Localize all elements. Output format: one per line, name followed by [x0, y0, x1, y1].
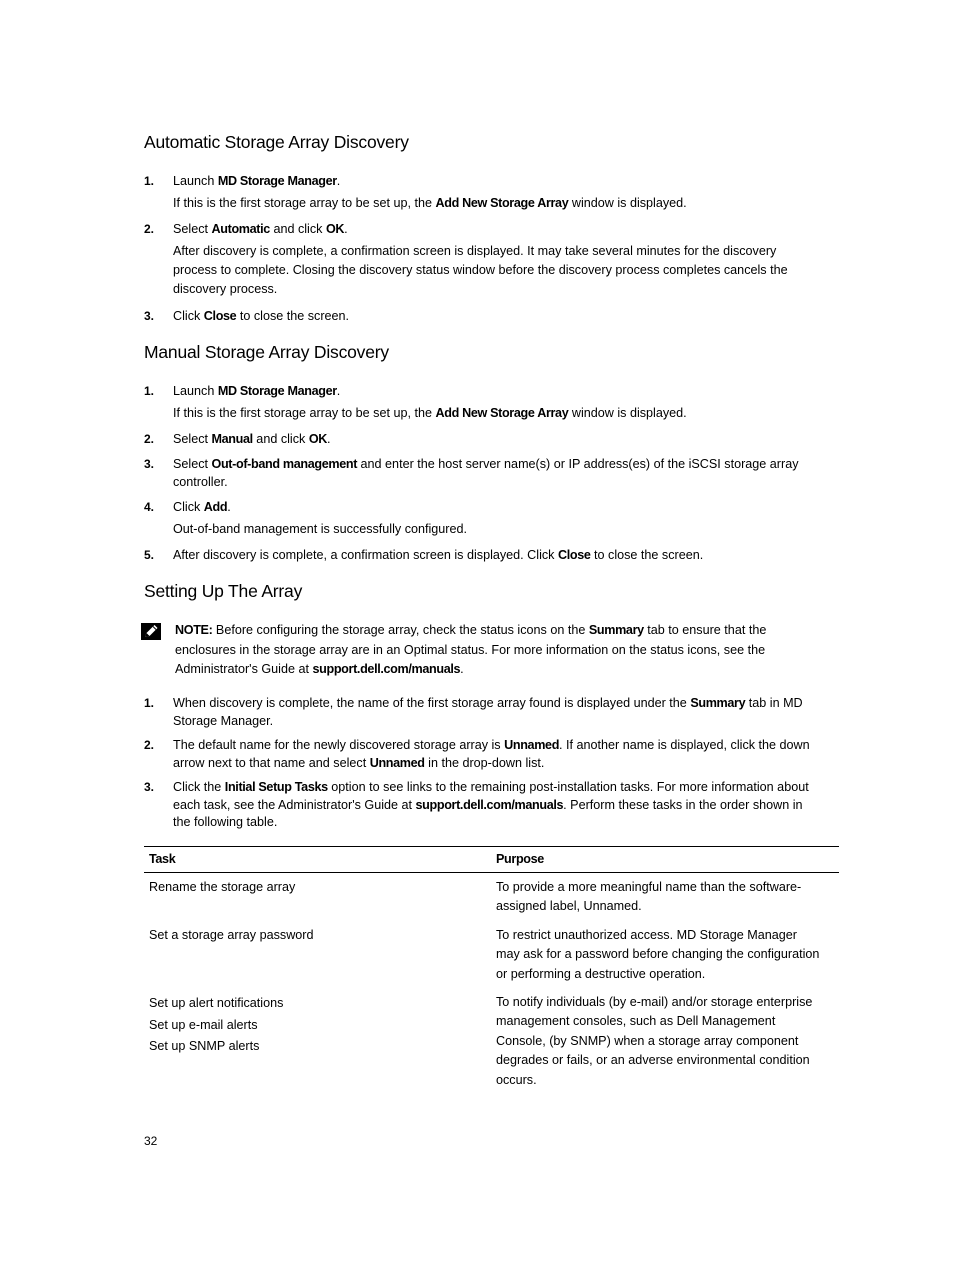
step-text: After discovery is complete, a confirmation screen is displayed. Click Close to close the screen. — [173, 548, 704, 562]
step-text: Launch MD Storage Manager. — [173, 174, 341, 188]
step-number: 1. — [144, 174, 155, 188]
manuals-link[interactable]: support.dell.com/manuals — [312, 662, 461, 676]
table-header-task: Task — [149, 852, 176, 866]
heading-setting-up-array: Setting Up The Array — [144, 581, 303, 601]
step-number: 2. — [144, 738, 155, 752]
auto-step-1 — [144, 172, 844, 213]
manual-step-2 — [144, 430, 844, 449]
note-label: NOTE: — [175, 623, 213, 637]
table-row-task: Set up alert notifications Set up e-mail alerts Set up SNMP alerts — [149, 996, 284, 1053]
table-header-purpose: Purpose — [496, 852, 544, 866]
step-text: Launch MD Storage Manager. — [173, 384, 341, 398]
manual-step-4 — [144, 498, 844, 539]
step-text: Select Automatic and click OK. — [173, 222, 348, 236]
step-number: 3. — [144, 780, 155, 794]
manual-step-3 — [144, 456, 844, 491]
note-box: NOTE: Before configuring the storage array, check the status icons on the Summary tab to ensure that the enclosures in the storage array are in an Optimal status. For more information on the status icons, see the Administrator's Guide at support.dell.com/manuals. — [175, 623, 767, 676]
step-result: If this is the first storage array to be set up, the Add New Storage Array window is displayed. — [173, 406, 687, 420]
table-top-rule — [144, 846, 839, 847]
step-number: 5. — [144, 548, 155, 562]
step-number: 2. — [144, 432, 155, 446]
heading-automatic-discovery: Automatic Storage Array Discovery — [144, 132, 409, 152]
auto-step-3 — [144, 307, 844, 326]
table-row-task: Set a storage array password — [149, 928, 314, 942]
step-number: 3. — [144, 457, 155, 471]
step-text: When discovery is complete, the name of the first storage array found is displayed under the Summary tab in MD Storage Manager. — [173, 696, 803, 728]
step-result: After discovery is complete, a confirmation screen is displayed. It may take several minutes for the discovery process to complete. Closing the discovery status window before the discovery process completes cancels the discovery process. — [173, 244, 788, 296]
manual-step-5 — [144, 546, 844, 565]
step-text: Click the Initial Setup Tasks option to see links to the remaining post-installation tasks. For more information about each task, see the Administrator's Guide at support.dell.com/manuals. Perform these tasks in the order shown in the following table. — [173, 780, 809, 829]
step-result: If this is the first storage array to be set up, the Add New Storage Array window is displayed. — [173, 196, 687, 210]
step-text: The default name for the newly discovered storage array is Unnamed. If another name is displayed, click the down arrow next to that name and select Unnamed in the drop-down list. — [173, 738, 810, 770]
heading-manual-discovery: Manual Storage Array Discovery — [144, 342, 389, 362]
manuals-link[interactable]: support.dell.com/manuals — [415, 797, 564, 812]
step-number: 2. — [144, 222, 155, 236]
table-row-purpose: To notify individuals (by e-mail) and/or storage enterprise management consoles, such as Dell Management Console, (by SNMP) when a storage array component degrades or fails, or an adverse environmental condition occurs. — [496, 995, 813, 1087]
table-row-purpose: To provide a more meaningful name than the software- assigned label, Unnamed. — [496, 880, 802, 914]
table-row-task: Rename the storage array — [149, 880, 296, 894]
setup-step-2 — [144, 737, 844, 772]
table-header-rule — [144, 872, 839, 873]
auto-step-2 — [144, 220, 844, 299]
step-text: Select Manual and click OK. — [173, 432, 331, 446]
step-number: 3. — [144, 309, 155, 323]
manual-step-1 — [144, 382, 844, 423]
step-text: Click Add. — [173, 500, 231, 514]
page-number: 32 — [144, 1134, 158, 1148]
note-pencil-icon — [141, 623, 161, 640]
table-row-purpose: To restrict unauthorized access. MD Storage Manager may ask for a password before changing the configuration or performing a destructive operation. — [496, 928, 820, 981]
step-number: 1. — [144, 696, 155, 710]
setup-step-3 — [144, 779, 844, 832]
step-number: 1. — [144, 384, 155, 398]
step-result: Out-of-band management is successfully configured. — [173, 522, 468, 536]
setup-step-1 — [144, 695, 844, 730]
step-text: Click Close to close the screen. — [173, 309, 350, 323]
step-number: 4. — [144, 500, 155, 514]
step-text: Select Out-of-band management and enter the host server name(s) or IP address(es) of the iSCSI storage array controller. — [173, 457, 799, 489]
